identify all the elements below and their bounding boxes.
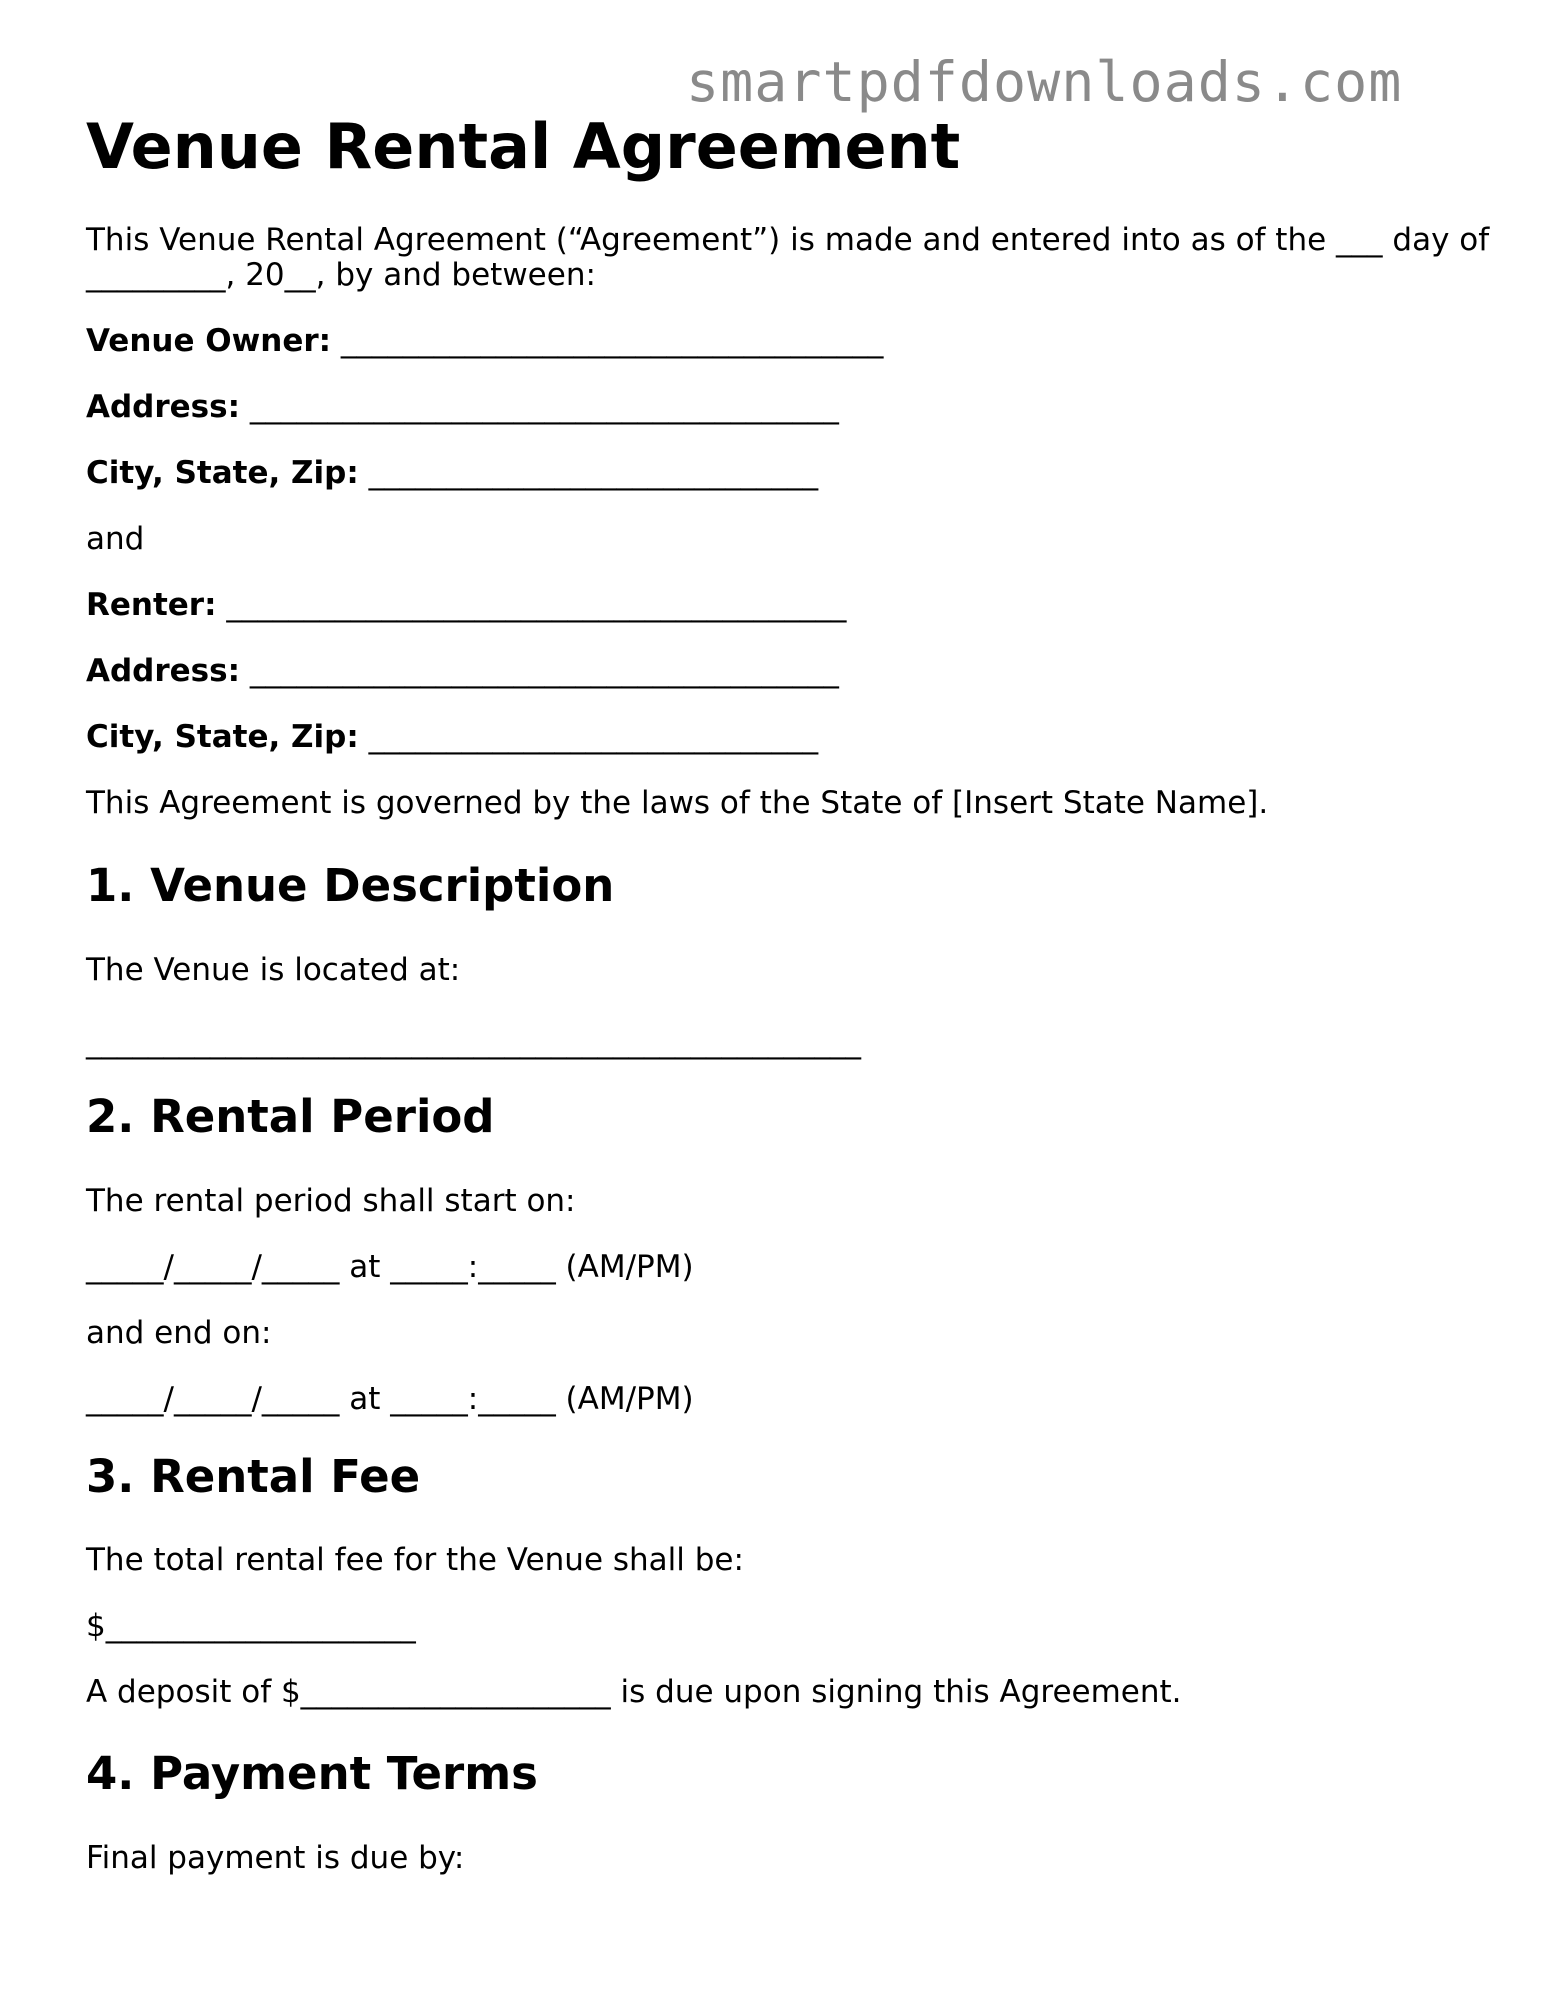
renter-address-field	[86, 653, 839, 689]
rental-end-text: and end on:	[86, 1315, 272, 1351]
governing-law-text: This Agreement is governed by the laws of the State of [Insert State Name].	[86, 785, 1269, 821]
renter-field	[86, 587, 846, 623]
intro-line-2: _________, 20__, by and between:	[86, 257, 596, 293]
rental-start-text: The rental period shall start on:	[86, 1183, 576, 1219]
and-connector: and	[86, 521, 145, 557]
owner-city-label: City, State, Zip:	[86, 455, 359, 491]
deposit-text: A deposit of $____________________ is due upon signing this Agreement.	[86, 1674, 1182, 1710]
section-payment-terms-heading: 4. Payment Terms	[86, 1747, 538, 1800]
venue-owner-label: Venue Owner:	[86, 323, 332, 359]
watermark: smartpdfdownloads.com	[686, 50, 1403, 114]
rental-start-blank[interactable]: _____/_____/_____ at _____:_____ (AM/PM)	[86, 1249, 694, 1285]
final-payment-text: Final payment is due by:	[86, 1840, 465, 1876]
renter-label: Renter:	[86, 587, 217, 623]
renter-address-label: Address:	[86, 653, 240, 689]
section-rental-fee-heading: 3. Rental Fee	[86, 1450, 421, 1503]
section-rental-period-heading: 2. Rental Period	[86, 1090, 495, 1143]
renter-city-blank[interactable]: _____________________________	[368, 719, 819, 755]
intro-line-1: This Venue Rental Agreement (“Agreement”) is made and entered into as of the ___ day of	[86, 222, 1490, 258]
venue-location-text: The Venue is located at:	[86, 952, 461, 988]
rental-fee-text: The total rental fee for the Venue shall be:	[86, 1542, 744, 1578]
document-title: Venue Rental Agreement	[86, 110, 961, 183]
owner-address-label: Address:	[86, 389, 240, 425]
section-venue-description-heading: 1. Venue Description	[86, 859, 615, 912]
owner-address-blank[interactable]: ______________________________________	[249, 389, 839, 425]
owner-city-field	[86, 455, 818, 491]
owner-address-field	[86, 389, 839, 425]
renter-blank[interactable]: ________________________________________	[226, 587, 847, 623]
renter-city-label: City, State, Zip:	[86, 719, 359, 755]
rental-fee-amount-blank[interactable]: $____________________	[86, 1608, 416, 1644]
venue-location-blank[interactable]: __________________________________________________	[86, 1024, 861, 1060]
renter-city-field	[86, 719, 818, 755]
rental-end-blank[interactable]: _____/_____/_____ at _____:_____ (AM/PM)	[86, 1381, 694, 1417]
venue-owner-blank[interactable]: ___________________________________	[340, 323, 884, 359]
owner-city-blank[interactable]: _____________________________	[368, 455, 819, 491]
venue-owner-field	[86, 323, 883, 359]
renter-address-blank[interactable]: ______________________________________	[249, 653, 839, 689]
